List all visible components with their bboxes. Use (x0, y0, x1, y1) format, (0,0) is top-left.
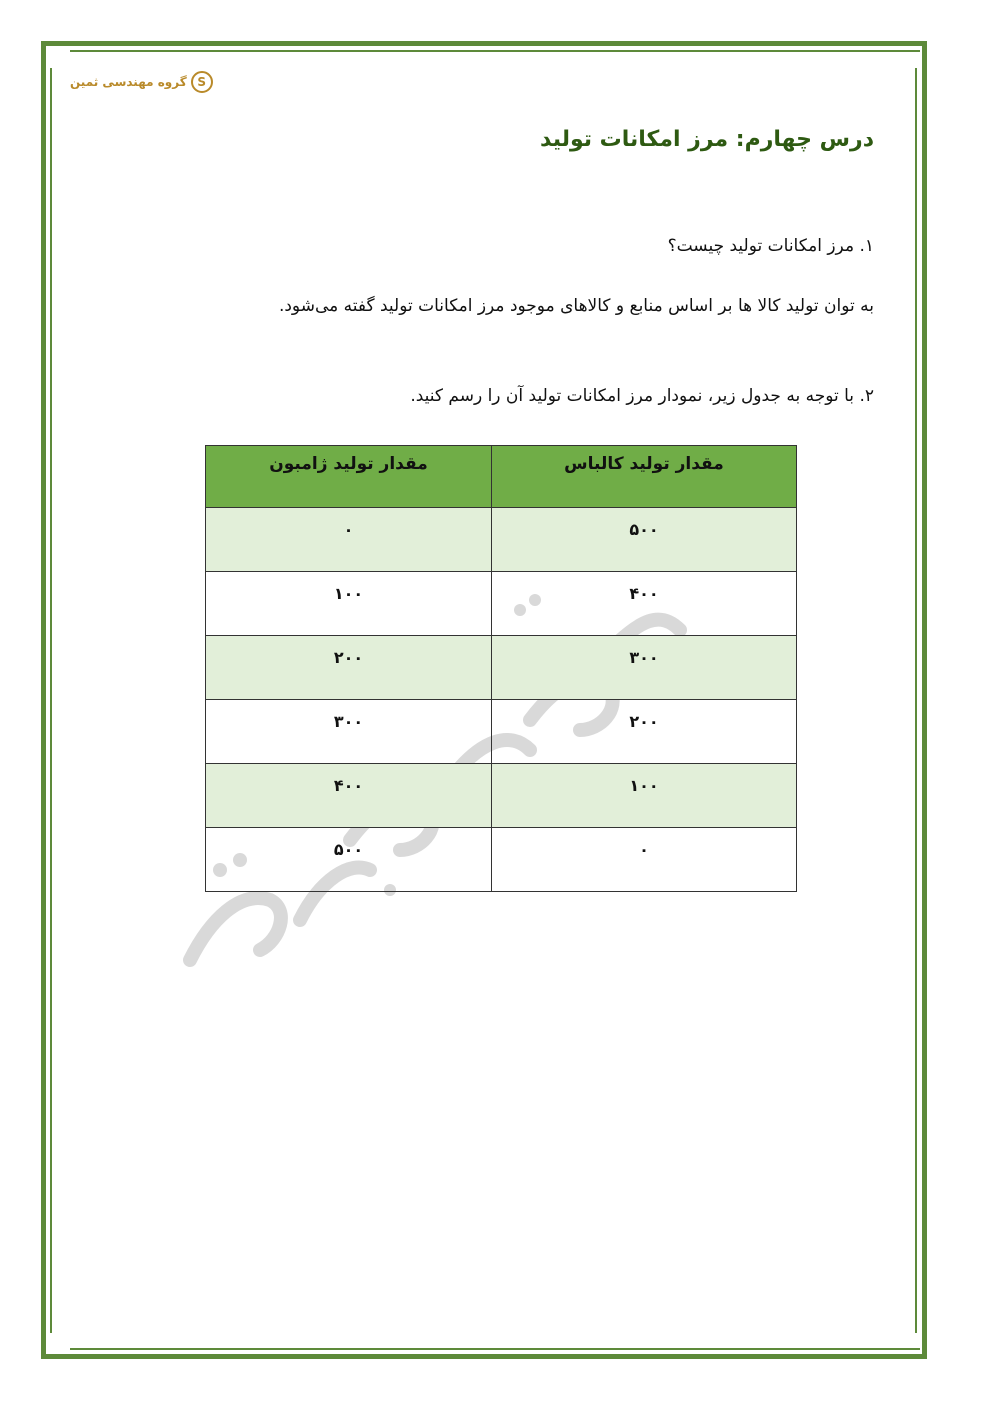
page-frame-bottom (44, 1354, 924, 1359)
table-row (206, 572, 797, 636)
header-ham: مقدار تولید ژامبون (206, 446, 492, 508)
table-row (206, 764, 797, 828)
cell-ham: ۴۰۰ (206, 764, 492, 828)
table-row (206, 508, 797, 572)
production-table (205, 445, 797, 892)
page-frame-bottom-inner (70, 1348, 920, 1350)
page-frame-left-inner (50, 68, 52, 1333)
cell-salami: ۲۰۰ (492, 700, 797, 764)
cell-salami: ۱۰۰ (492, 764, 797, 828)
logo-mark-icon: S (191, 71, 213, 93)
table-row (206, 700, 797, 764)
cell-salami: ۵۰۰ (492, 508, 797, 572)
cell-salami: ۰ (492, 828, 797, 892)
page-frame-left (41, 41, 46, 1359)
cell-salami: ۳۰۰ (492, 636, 797, 700)
cell-ham: ۰ (206, 508, 492, 572)
table-header-row (206, 446, 797, 508)
cell-ham: ۳۰۰ (206, 700, 492, 764)
question-1: ۱. مرز امکانات تولید چیست؟ (667, 236, 874, 256)
answer-1: به توان تولید کالا ها بر اساس منابع و کالاهای موجود مرز امکانات تولید گفته می‌شود. (278, 296, 874, 316)
cell-ham: ۱۰۰ (206, 572, 492, 636)
page-frame-right (922, 41, 927, 1359)
cell-ham: ۲۰۰ (206, 636, 492, 700)
logo-text: گروه مهندسی ثمین (70, 75, 187, 89)
header-salami: مقدار تولید کالباس (492, 446, 797, 508)
table-row (206, 828, 797, 892)
page-frame-top (44, 41, 924, 46)
cell-salami: ۴۰۰ (492, 572, 797, 636)
question-2: ۲. با توجه به جدول زیر، نمودار مرز امکانات تولید آن را رسم کنید. (410, 386, 874, 406)
company-logo (70, 68, 213, 96)
table-row (206, 636, 797, 700)
lesson-title: درس چهارم: مرز امکانات تولید (540, 127, 874, 152)
page-frame-top-inner (70, 50, 920, 52)
page-frame-right-inner (915, 68, 917, 1333)
cell-ham: ۵۰۰ (206, 828, 492, 892)
